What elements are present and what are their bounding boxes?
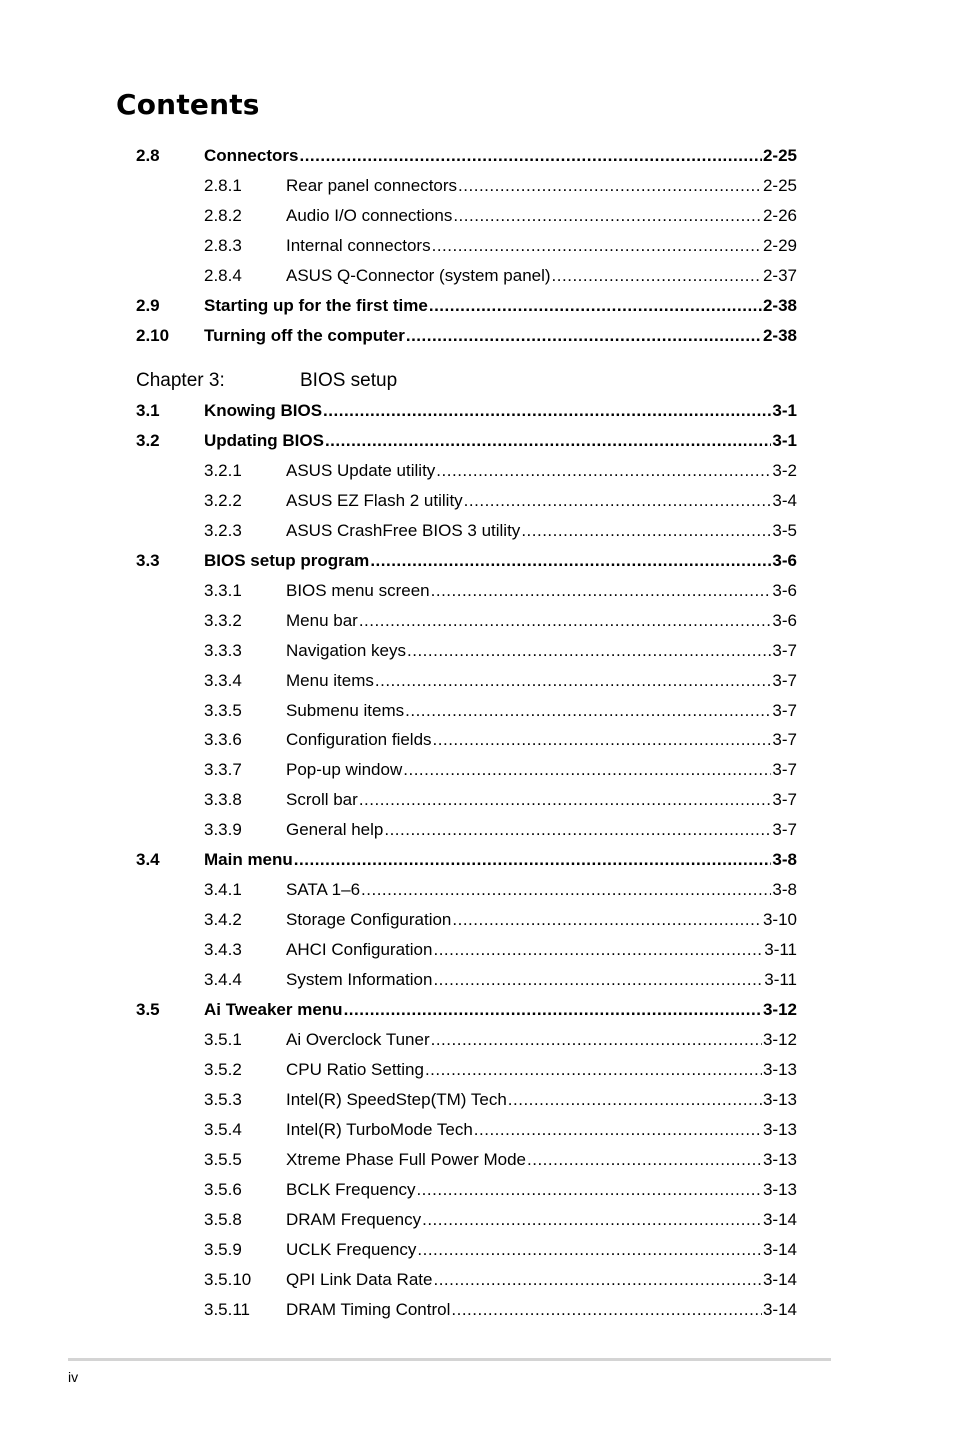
dot-leader — [359, 610, 772, 632]
entry-number: 3.3.9 — [204, 820, 242, 840]
entry-number: 3.5.1 — [204, 1029, 242, 1049]
entry-leader — [286, 759, 797, 781]
toc-subsection-entry[interactable] — [0, 670, 954, 692]
entry-number: 3.5.5 — [204, 1149, 242, 1169]
entry-number: 2.8 — [136, 146, 160, 165]
entry-leader — [286, 969, 797, 991]
entry-leader — [286, 1089, 797, 1111]
dot-leader — [370, 550, 771, 572]
entry-label: ASUS Q-Connector (system panel) — [286, 265, 551, 285]
entry-page: 3-13 — [762, 1149, 797, 1169]
entry-leader — [286, 460, 797, 482]
entry-label: Intel(R) TurboMode Tech — [286, 1119, 473, 1139]
entry-number: 3.4 — [136, 850, 160, 870]
entry-page: 2-25 — [762, 146, 797, 165]
entry-number: 3.5.10 — [204, 1269, 252, 1289]
toc-subsection-entry[interactable] — [0, 1029, 954, 1051]
entry-label: Knowing BIOS — [204, 401, 323, 420]
toc-subsection-entry[interactable] — [0, 939, 954, 961]
entry-page: 3-14 — [762, 1209, 797, 1229]
toc-subsection-entry[interactable] — [0, 175, 954, 197]
toc-subsection-entry[interactable] — [0, 1239, 954, 1261]
entry-label: QPI Link Data Rate — [286, 1269, 433, 1289]
dot-leader — [508, 1089, 762, 1111]
entry-page: 3-14 — [762, 1239, 797, 1259]
entry-number: 3.3.3 — [204, 640, 242, 660]
entry-page: 3-7 — [772, 640, 797, 660]
toc-subsection-entry[interactable] — [0, 520, 954, 542]
dot-leader — [451, 1299, 762, 1321]
dot-leader — [406, 325, 762, 347]
entry-page: 3-13 — [762, 1059, 797, 1079]
entry-label: Starting up for the first time — [204, 295, 428, 315]
entry-label: ASUS EZ Flash 2 utility — [286, 490, 463, 510]
toc-section-entry[interactable] — [0, 295, 954, 317]
entry-page: 3-6 — [772, 580, 797, 600]
entry-number: 2.8.3 — [204, 235, 242, 255]
entry-page: 3-13 — [762, 1089, 797, 1109]
entry-number: 3.3.5 — [204, 700, 242, 720]
dot-leader — [422, 1209, 762, 1231]
entry-leader — [286, 520, 797, 542]
dot-leader — [429, 295, 762, 317]
entry-leader — [204, 550, 797, 572]
entry-leader — [204, 325, 797, 347]
toc-subsection-entry[interactable] — [0, 729, 954, 751]
toc-section-entry[interactable] — [0, 325, 954, 347]
entry-number: 3.4.3 — [204, 940, 242, 960]
entry-page: 3-12 — [762, 1029, 797, 1049]
entry-label: Scroll bar — [286, 790, 358, 810]
entry-page: 3-6 — [772, 610, 797, 630]
entry-page: 3-8 — [772, 880, 797, 900]
entry-label: UCLK Frequency — [286, 1239, 417, 1259]
toc-subsection-entry[interactable] — [0, 1119, 954, 1141]
toc-subsection-entry[interactable] — [0, 265, 954, 287]
dot-leader — [527, 1149, 762, 1171]
dot-leader — [552, 265, 762, 287]
entry-page: 3-13 — [762, 1179, 797, 1199]
dot-leader — [474, 1119, 762, 1141]
entry-page: 3-6 — [772, 550, 797, 570]
dot-leader — [325, 430, 771, 452]
entry-label: DRAM Timing Control — [286, 1299, 451, 1319]
entry-leader — [286, 1209, 797, 1231]
entry-number: 2.10 — [136, 325, 170, 345]
entry-label: BCLK Frequency — [286, 1179, 416, 1199]
entry-leader — [286, 789, 797, 811]
entry-page: 3-13 — [762, 1119, 797, 1139]
entry-number: 2.8.2 — [204, 205, 242, 225]
entry-leader — [286, 1029, 797, 1051]
entry-page: 2-38 — [762, 325, 797, 345]
toc-subsection-entry[interactable] — [0, 1209, 954, 1231]
entry-number: 3.3 — [136, 550, 160, 570]
entry-page: 3-11 — [764, 940, 797, 960]
entry-leader — [286, 670, 797, 692]
entry-number: 3.2.2 — [204, 490, 242, 510]
entry-leader — [204, 400, 797, 422]
dot-leader — [453, 205, 762, 227]
toc-subsection-entry[interactable] — [0, 1269, 954, 1291]
chapter-number: Chapter 3: — [136, 370, 225, 391]
entry-leader — [286, 819, 797, 841]
entry-label: Rear panel connectors — [286, 175, 458, 195]
entry-leader — [286, 909, 797, 931]
dot-leader — [521, 520, 771, 542]
entry-page: 3-7 — [772, 670, 797, 690]
entry-page: 3-2 — [772, 460, 797, 480]
entry-leader — [204, 295, 797, 317]
entry-label: Audio I/O connections — [286, 205, 453, 225]
entry-page: 3-8 — [772, 850, 797, 870]
entry-leader — [204, 849, 797, 871]
toc-subsection-entry[interactable] — [0, 1059, 954, 1081]
entry-number: 3.5.4 — [204, 1119, 242, 1139]
toc-subsection-entry[interactable] — [0, 460, 954, 482]
entry-page: 3-4 — [772, 490, 797, 510]
entry-label: Xtreme Phase Full Power Mode — [286, 1149, 526, 1169]
dot-leader — [433, 939, 763, 961]
entry-leader — [286, 640, 797, 662]
entry-leader — [286, 1179, 797, 1201]
toc-subsection-entry[interactable] — [0, 700, 954, 722]
entry-number: 3.1 — [136, 401, 160, 420]
entry-label: Submenu items — [286, 700, 405, 720]
entry-number: 3.5.6 — [204, 1179, 242, 1199]
entry-leader — [286, 580, 797, 602]
dot-leader — [323, 400, 771, 422]
entry-label: System Information — [286, 970, 433, 990]
dot-leader — [425, 1059, 762, 1081]
entry-page: 3-5 — [772, 520, 797, 540]
dot-leader — [405, 700, 771, 722]
entry-number: 2.9 — [136, 295, 160, 315]
entry-number: 3.4.4 — [204, 970, 242, 990]
entry-label: Turning off the computer — [204, 325, 405, 345]
chapter-title: BIOS setup — [300, 370, 398, 391]
entry-number: 3.5.9 — [204, 1239, 242, 1259]
toc-subsection-entry[interactable] — [0, 205, 954, 227]
entry-label: ASUS Update utility — [286, 460, 436, 480]
toc-subsection-entry[interactable] — [0, 640, 954, 662]
entry-label: Updating BIOS — [204, 430, 324, 450]
page-title: Contents — [116, 88, 260, 121]
toc-subsection-entry[interactable] — [0, 909, 954, 931]
entry-label: AHCI Configuration — [286, 940, 433, 960]
entry-label: Menu bar — [286, 610, 358, 630]
entry-page: 3-1 — [772, 401, 797, 420]
toc-subsection-entry[interactable] — [0, 580, 954, 602]
entry-page: 2-29 — [762, 235, 797, 255]
toc-subsection-entry[interactable] — [0, 1299, 954, 1321]
page-number: iv — [68, 1369, 79, 1385]
entry-page: 2-38 — [762, 295, 797, 315]
toc-subsection-entry[interactable] — [0, 490, 954, 512]
entry-leader — [286, 175, 797, 197]
entry-number: 3.5.8 — [204, 1209, 242, 1229]
entry-label: Storage Configuration — [286, 910, 452, 930]
entry-number: 3.3.2 — [204, 610, 242, 630]
entry-page: 2-26 — [762, 205, 797, 225]
entry-page: 3-7 — [772, 790, 797, 810]
dot-leader — [384, 819, 771, 841]
entry-number: 3.5 — [136, 1000, 160, 1019]
entry-leader — [286, 879, 797, 901]
entry-number: 3.2.3 — [204, 520, 242, 540]
entry-label: Internal connectors — [286, 235, 431, 255]
entry-number: 3.5.11 — [204, 1299, 251, 1319]
footer-divider — [68, 1358, 831, 1361]
entry-label: Ai Overclock Tuner — [286, 1029, 430, 1049]
dot-leader — [403, 759, 771, 781]
entry-page: 3-14 — [762, 1269, 797, 1289]
entry-number: 3.3.1 — [204, 580, 242, 600]
dot-leader — [452, 909, 762, 931]
entry-label: Menu items — [286, 670, 374, 690]
toc-subsection-entry[interactable] — [0, 789, 954, 811]
entry-page: 3-7 — [772, 820, 797, 840]
dot-leader — [361, 879, 771, 901]
dot-leader — [431, 1029, 762, 1051]
entry-leader — [286, 1059, 797, 1081]
dot-leader — [416, 1179, 762, 1201]
entry-number: 2.8.1 — [204, 175, 242, 195]
dot-leader — [407, 640, 771, 662]
entry-label: Configuration fields — [286, 730, 432, 750]
entry-number: 3.3.8 — [204, 790, 242, 810]
entry-label: CPU Ratio Setting — [286, 1059, 424, 1079]
entry-label: Main menu — [204, 850, 293, 870]
entry-label: BIOS setup program — [204, 550, 370, 570]
entry-number: 3.2 — [136, 430, 160, 450]
entry-leader — [286, 235, 797, 257]
entry-page: 3-11 — [764, 970, 797, 990]
dot-leader — [299, 145, 762, 167]
entry-number: 3.2.1 — [204, 460, 242, 480]
entry-leader — [204, 430, 797, 452]
toc-subsection-entry[interactable] — [0, 969, 954, 991]
entry-leader — [204, 999, 797, 1021]
entry-leader — [286, 1149, 797, 1171]
dot-leader — [433, 1269, 762, 1291]
dot-leader — [375, 670, 772, 692]
entry-page: 3-7 — [772, 730, 797, 750]
entry-leader — [286, 729, 797, 751]
toc-section-entry[interactable] — [0, 550, 954, 572]
entry-label: General help — [286, 820, 384, 840]
entry-page: 3-12 — [762, 1000, 797, 1019]
entry-number: 3.5.2 — [204, 1059, 242, 1079]
entry-page: 2-37 — [762, 265, 797, 285]
entry-number: 3.3.4 — [204, 670, 242, 690]
entry-page: 3-10 — [762, 910, 797, 930]
dot-leader — [458, 175, 762, 197]
entry-label: Pop-up window — [286, 760, 403, 780]
entry-page: 3-7 — [772, 700, 797, 720]
toc-section-entry[interactable] — [0, 430, 954, 452]
toc-section-entry[interactable] — [0, 145, 954, 167]
toc-subsection-entry[interactable] — [0, 879, 954, 901]
entry-leader — [204, 145, 797, 167]
entry-leader — [286, 1269, 797, 1291]
toc-subsection-entry[interactable] — [0, 1089, 954, 1111]
entry-label: SATA 1–6 — [286, 880, 361, 900]
toc-section-entry[interactable] — [0, 400, 954, 422]
entry-page: 3-1 — [772, 430, 797, 450]
entry-number: 3.3.6 — [204, 730, 242, 750]
entry-number: 3.4.1 — [204, 880, 242, 900]
entry-label: ASUS CrashFree BIOS 3 utility — [286, 520, 521, 540]
entry-label: BIOS menu screen — [286, 580, 430, 600]
dot-leader — [433, 969, 763, 991]
dot-leader — [294, 849, 772, 871]
entry-leader — [286, 1239, 797, 1261]
dot-leader — [436, 460, 771, 482]
entry-page: 3-14 — [762, 1299, 797, 1319]
dot-leader — [344, 999, 762, 1021]
toc-section-entry[interactable] — [0, 999, 954, 1021]
dot-leader — [359, 789, 772, 811]
entry-label: Connectors — [204, 146, 299, 165]
toc-subsection-entry[interactable] — [0, 1179, 954, 1201]
toc-subsection-entry[interactable] — [0, 819, 954, 841]
entry-page: 3-7 — [772, 760, 797, 780]
entry-page: 2-25 — [762, 175, 797, 195]
entry-label: DRAM Frequency — [286, 1209, 422, 1229]
entry-leader — [286, 490, 797, 512]
entry-leader — [286, 939, 797, 961]
entry-leader — [286, 610, 797, 632]
entry-number: 3.5.3 — [204, 1089, 242, 1109]
entry-leader — [286, 1299, 797, 1321]
entry-number: 2.8.4 — [204, 265, 242, 285]
entry-leader — [286, 265, 797, 287]
toc-subsection-entry[interactable] — [0, 1149, 954, 1171]
toc-subsection-entry[interactable] — [0, 610, 954, 632]
entry-leader — [286, 205, 797, 227]
dot-leader — [431, 580, 772, 602]
entry-leader — [286, 700, 797, 722]
dot-leader — [464, 490, 772, 512]
dot-leader — [417, 1239, 762, 1261]
toc-section-entry[interactable] — [0, 849, 954, 871]
entry-number: 3.4.2 — [204, 910, 242, 930]
dot-leader — [433, 729, 772, 751]
dot-leader — [432, 235, 762, 257]
entry-label: Navigation keys — [286, 640, 407, 660]
entry-label: Ai Tweaker menu — [204, 1000, 343, 1019]
toc-subsection-entry[interactable] — [0, 759, 954, 781]
entry-number: 3.3.7 — [204, 760, 242, 780]
entry-label: Intel(R) SpeedStep(TM) Tech — [286, 1089, 507, 1109]
toc-subsection-entry[interactable] — [0, 235, 954, 257]
entry-leader — [286, 1119, 797, 1141]
